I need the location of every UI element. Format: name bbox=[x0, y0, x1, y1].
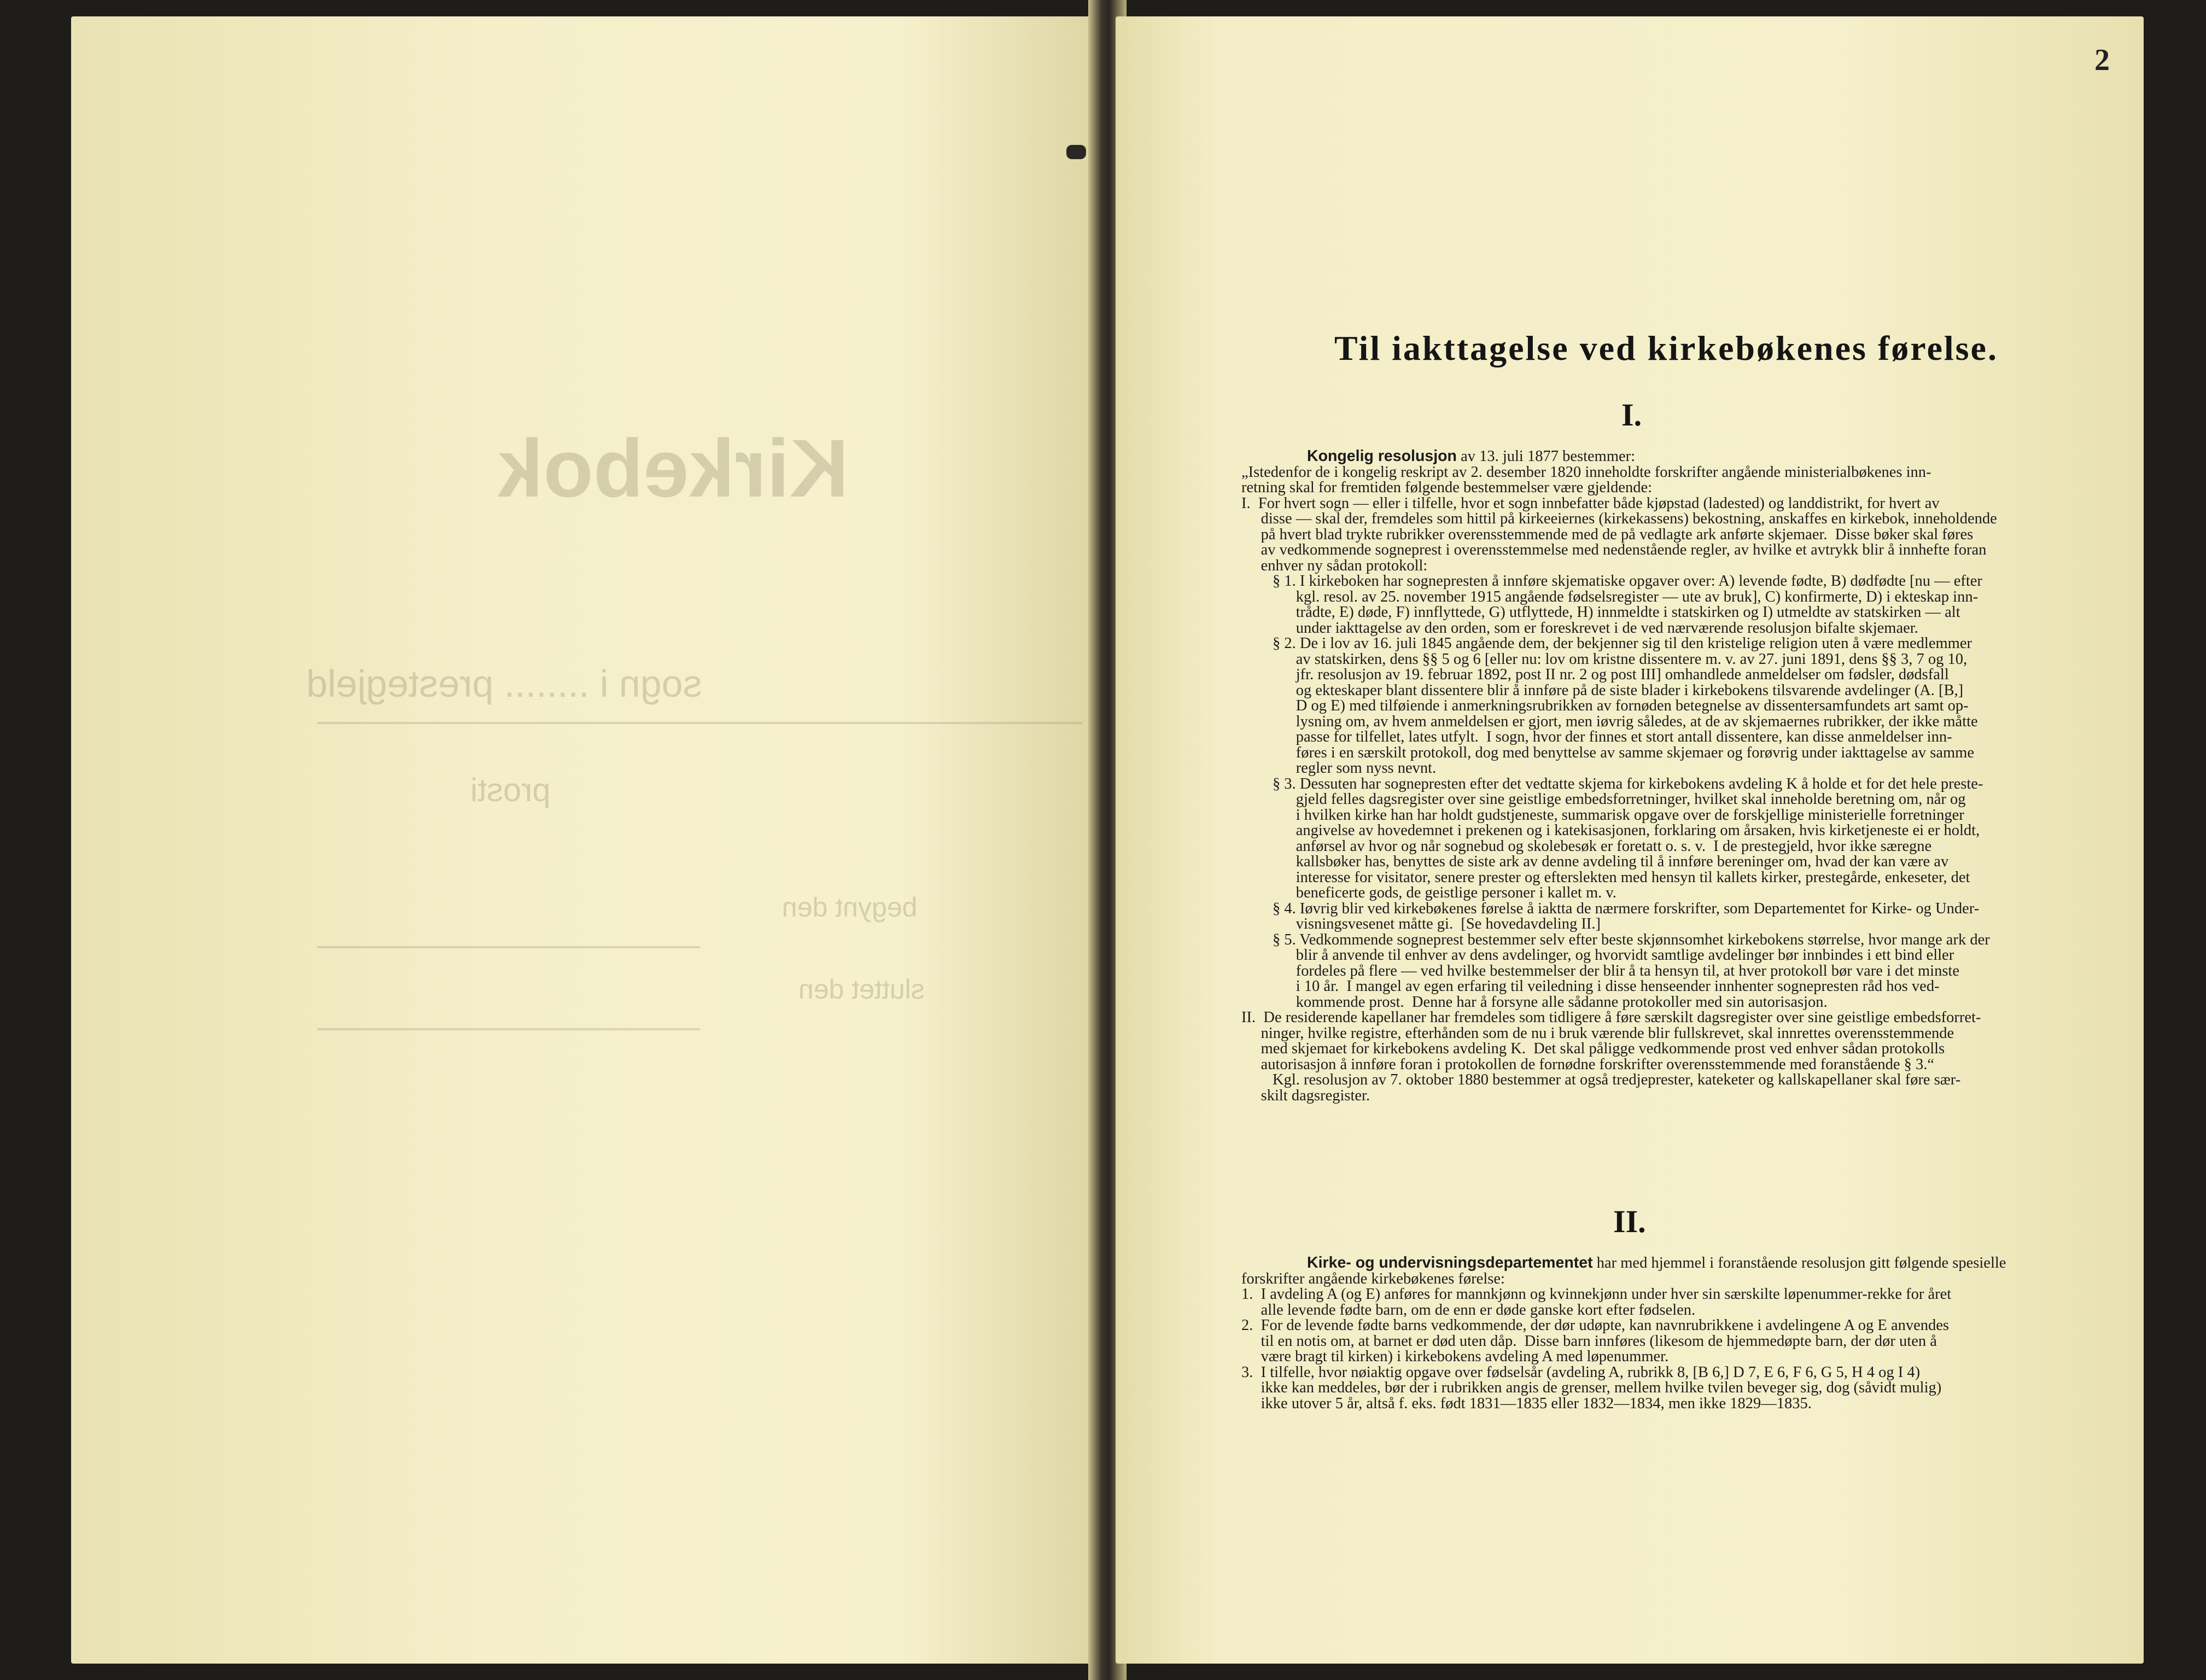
body-line: § 2. De i lov av 16. juli 1845 angående dem, der bekjenner sig til den kristelige religion uten å være medlemmer bbox=[1241, 635, 1972, 652]
binding-stitch-icon bbox=[1066, 145, 1086, 159]
body-line: av statskirken, dens §§ 5 og 6 [eller nu: lov om kristne dissentere m. v. av 27. juni 1891, dens §§ 3, 7 og 10, bbox=[1241, 650, 1968, 668]
body-line: trådte, E) døde, F) innflyttede, G) utflyttede, H) innmeldte i statskirken og I) utmeldte av statskirken — alt bbox=[1241, 604, 1960, 621]
body-line: regler som nyss nevnt. bbox=[1241, 760, 1437, 777]
section-1-body bbox=[1241, 448, 2034, 1104]
body-line: passe for tilfellet, lates utfylt. I sogn, hvor der finnes et stort antall dissentere, kan disse anmeldelser inn- bbox=[1241, 728, 1952, 745]
bleed-through-line: begynt den bbox=[782, 892, 918, 923]
body-line: gjeld felles dagsregister over sine geistlige embedsforretninger, hvilket skal inneholde beretning om, når og bbox=[1241, 791, 1966, 808]
body-line: og ekteskaper blant dissentere blir å innføre på de siste blader i kirkebokens tilsvarende avdelinger (A. [B,] bbox=[1241, 681, 1964, 699]
section-1-heading: Kongelig resolusjon bbox=[1307, 447, 1457, 465]
body-line: kallsbøker has, benyttes de siste ark av denne avdeling til å innføre bereninger om, hvad der kan være av bbox=[1241, 853, 1949, 870]
body-line: være bragt til kirken) i kirkebokens avdeling A med løpenummer. bbox=[1241, 1348, 1669, 1365]
body-line: ikke utover 5 år, altså f. eks. født 1831—1835 eller 1832—1834, men ikke 1829—1835. bbox=[1241, 1395, 1812, 1412]
body-line: i hvilken kirke han har holdt gudstjeneste, summarisk opgave over de forskjellige ministerielle forretninger bbox=[1241, 806, 1964, 824]
page-number: 2 bbox=[2094, 43, 2110, 77]
bleed-through-line: prosti bbox=[470, 772, 551, 808]
section-2-heading-rest: har med hjemmel i foranstående resolusjon gitt følgende spesielle bbox=[1592, 1255, 2006, 1271]
body-line: blir å anvende til enhver av dens avdelinger, og hvorvidt samtlige avdelinger bør innbindes i ett bind eller bbox=[1241, 947, 1954, 964]
body-line: anførsel av hvor og når sognebud og skolebesøk er foretatt o. s. v. I de prestegjeld, hvor ikke særegne bbox=[1241, 837, 1932, 855]
bleed-through-line: sluttet den bbox=[798, 974, 925, 1005]
body-line: beneficerte gods, de geistlige personer i kallet m. v. bbox=[1241, 884, 1616, 901]
body-line: under iakttagelse av den orden, som er foreskrevet i de ved nærværende resolusjon bifalte skjemaer. bbox=[1241, 619, 1918, 637]
left-page bbox=[71, 16, 1105, 1664]
bleed-through-title: Kirkebok bbox=[498, 422, 849, 514]
body-line: 1. I avdeling A (og E) anføres for mannkjønn og kvinnekjønn under hver sin særskilte løpenummer-rekke for året bbox=[1241, 1286, 1952, 1303]
body-line: ninger, hvilke registre, efterhånden som de nu i bruk værende blir fullskrevet, skal innrettes overensstemmende bbox=[1241, 1024, 1954, 1042]
body-line: kgl. resol. av 25. november 1915 angående fødselsregister — ute av bruk], C) konfirmerte, D) i ekteskap inn- bbox=[1241, 588, 1979, 605]
body-line: § 4. Iøvrig blir ved kirkebøkenes førelse å iaktta de nærmere forskrifter, som Departementet for Kirke- og Under- bbox=[1241, 900, 1980, 917]
body-line: enhver ny sådan protokoll: bbox=[1241, 557, 1428, 574]
body-line: fordeles på flere — ved hvilke bestemmelser der blir å ta hensyn til, at hver protokoll bør vare i det minste bbox=[1241, 962, 1959, 979]
body-line: interesse for visitator, senere prester og efterslekten med hensyn til kallets kirker, prestegårde, enkeseter, det bbox=[1241, 868, 1970, 886]
section-1-heading-line bbox=[1241, 448, 2034, 465]
bleed-through-rule bbox=[317, 1028, 700, 1030]
body-line: på hvert blad trykte rubrikker overensstemmende med de på vedlagte ark anførte skjemaer. Disse bøker skal føres bbox=[1241, 526, 1974, 543]
body-line: § 5. Vedkommende sogneprest bestemmer selv efter beste skjønnsomhet kirkebokens størrelse, hvor mange ark der bbox=[1241, 931, 1990, 948]
bleed-through-line: sogn i ........ prestegjeld bbox=[306, 662, 702, 705]
body-line: I. For hvert sogn — eller i tilfelle, hvor et sogn innbefatter både kjøpstad (ladested) og landdistrikt, for hvert av bbox=[1241, 494, 1940, 512]
section-1-heading-rest: av 13. juli 1877 bestemmer: bbox=[1456, 448, 1636, 465]
bleed-through-rule bbox=[317, 946, 700, 948]
body-line: § 3. Dessuten har sognepresten efter det vedtatte skjema for kirkebokens avdeling K å holde et for det hele preste- bbox=[1241, 775, 1983, 792]
body-line: lysning om, av hvem anmeldelsen er gjort, men iøvrig således, at de av skjemaernes rubrikker, der ikke måtte bbox=[1241, 713, 1978, 730]
body-line: autorisasjon å innføre foran i protokollen de fornødne forskrifter overensstemmende med foranstående § 3.“ bbox=[1241, 1055, 1935, 1073]
body-line: 3. I tilfelle, hvor nøiaktig opgave over fødselsår (avdeling A, rubrikk 8, [B 6,] D 7, E 6, F 6, G 5, H 4 og I 4) bbox=[1241, 1363, 1921, 1381]
body-line: visningsvesenet måtte gi. [Se hovedavdeling II.] bbox=[1241, 915, 1601, 932]
body-line: D og E) med tilføiende i anmerkningsrubrikken av fornøden betegnelse av dissentersamfundets art samt op- bbox=[1241, 697, 1969, 714]
document-title: Til iakttagelse ved kirkebøkenes førelse. bbox=[1334, 329, 1998, 368]
section-2-heading-line bbox=[1241, 1255, 2034, 1271]
body-line: kommende prost. Denne har å forsyne alle sådanne protokoller med sin autorisasjon. bbox=[1241, 993, 1828, 1011]
section-numeral: I. bbox=[1621, 397, 1642, 433]
body-line: retning skal for fremtiden følgende bestemmelser være gjeldende: bbox=[1241, 479, 1653, 496]
body-line: ikke kan meddeles, bør der i rubrikken angis de grenser, mellem hvilke tvilen beveger sig, dog (såvidt mulig) bbox=[1241, 1379, 1942, 1396]
body-line: jfr. resolusjon av 19. februar 1892, post II nr. 2 og post III] omhandlede anmeldelser om fødsler, dødsfall bbox=[1241, 666, 1949, 683]
body-line: II. De residerende kapellaner har fremdeles som tidligere å føre særskilt dagsregister over sine geistlige embedsforret- bbox=[1241, 1009, 1981, 1026]
body-line: føres i en særskilt protokoll, dog med benyttelse av samme skjemaer og forøvrig under iakttagelse av samme bbox=[1241, 744, 1974, 761]
body-line: § 1. I kirkeboken har sognepresten å innføre skjematiske opgaver over: A) levende fødte, B) dødfødte [nu — efter bbox=[1241, 573, 1982, 590]
body-line: Kgl. resolusjon av 7. oktober 1880 bestemmer at også tredjeprester, kateketer og kallskapellaner skal føre sær- bbox=[1241, 1071, 1961, 1088]
body-line: med skjemaet for kirkebokens avdeling K. Det skal påligge vedkommende prost ved enhver sådan protokolls bbox=[1241, 1040, 1945, 1057]
body-line: forskrifter angående kirkebøkenes førelse: bbox=[1241, 1270, 1505, 1287]
bleed-through-rule bbox=[317, 722, 1083, 724]
body-line: angivelse av hovedemnet i prekenen og i katekisasjonen, forklaring om årsaken, hvis kirketjeneste ei er holdt, bbox=[1241, 822, 1980, 839]
body-line: disse — skal der, fremdeles som hittil på kirkeeiernes (kirkekassens) bekostning, anskaffes en kirkebok, inneholdende bbox=[1241, 510, 1997, 527]
body-line: 2. For de levende fødte barns vedkommende, der dør udøpte, kan navnrubrikkene i avdelingene A og E anvendes bbox=[1241, 1317, 1949, 1334]
body-line: til en notis om, at barnet er død uten dåp. Disse barn innføres (likesom de hjemmedøpte barn, der dør uten å bbox=[1241, 1332, 1937, 1350]
body-line: i 10 år. I mangel av egen erfaring til veiledning i disse henseender innhenter sognepresten råd hos ved- bbox=[1241, 978, 1940, 995]
section-2-heading: Kirke- og undervisningsdepartementet bbox=[1307, 1254, 1593, 1271]
body-line: alle levende fødte barn, om de enn er døde ganske kort efter fødselen. bbox=[1241, 1301, 1696, 1319]
body-line: „Istedenfor de i kongelig reskript av 2. desember 1820 inneholdte forskrifter angående ministerialbøkenes inn- bbox=[1241, 463, 1931, 481]
section-2-body bbox=[1241, 1255, 2034, 1411]
section-numeral: II. bbox=[1613, 1204, 1646, 1239]
body-line: skilt dagsregister. bbox=[1241, 1087, 1370, 1104]
body-line: av vedkommende sogneprest i overensstemmelse med nedenstående regler, av hvilke et avtrykk blir å innhefte foran bbox=[1241, 541, 1987, 558]
